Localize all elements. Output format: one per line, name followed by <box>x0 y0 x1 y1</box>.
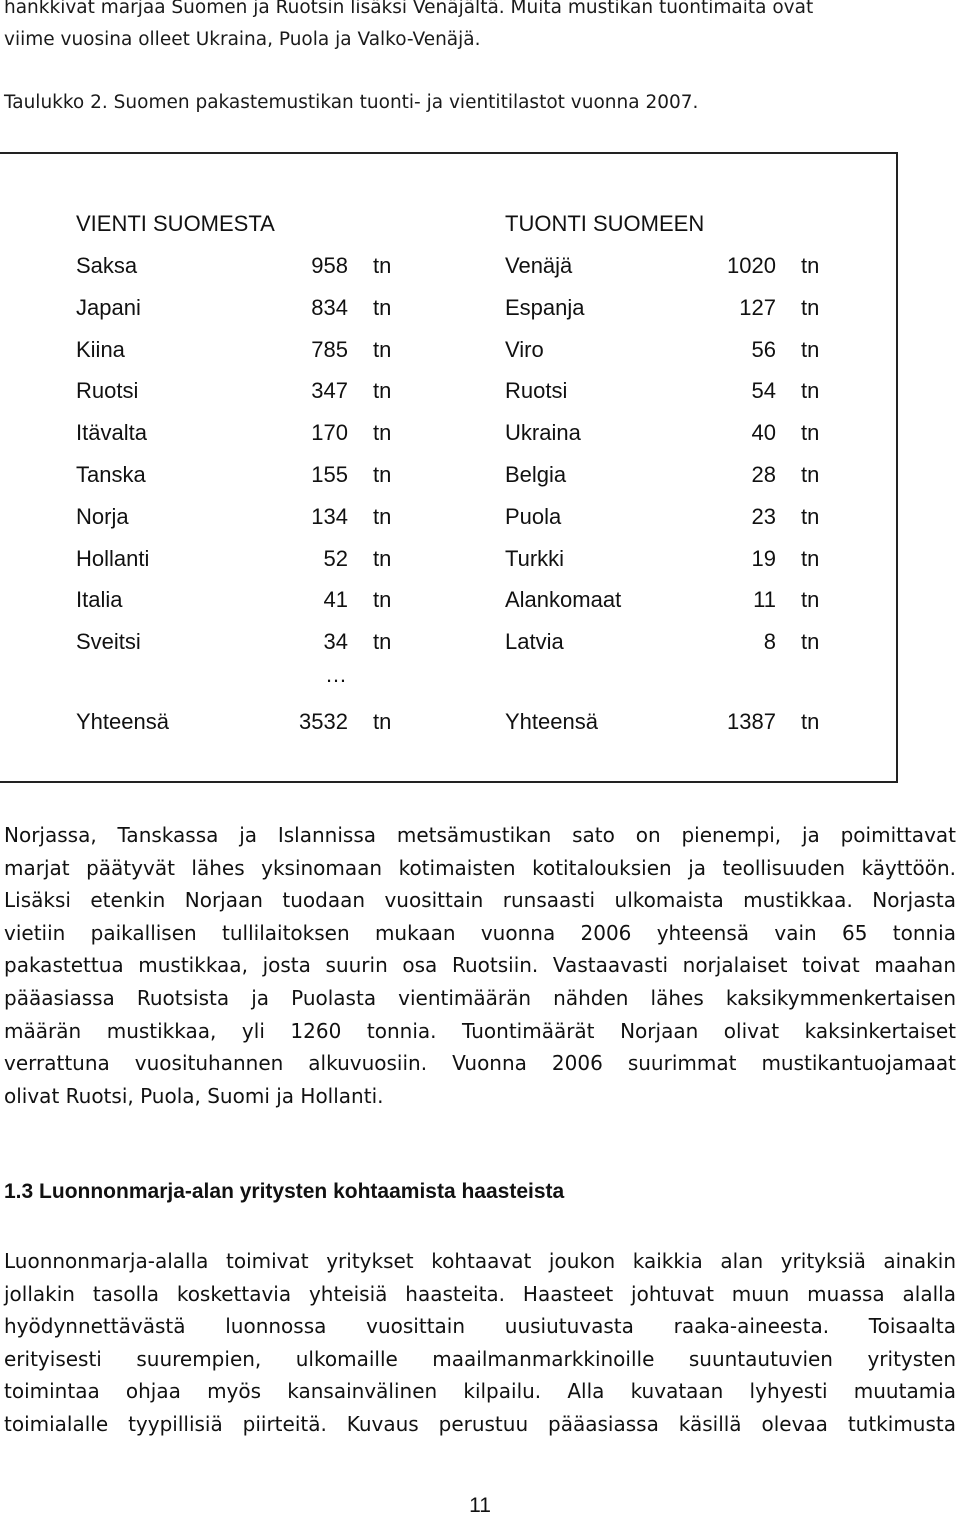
import-country: Puola <box>505 503 562 529</box>
paragraph-line: Luonnonmarja-alalla toimivat yritykset kohtaavat joukon kaikkia alan yrityksiä ainakin <box>4 1249 956 1273</box>
export-value: 41 <box>323 587 348 613</box>
export-unit: tn <box>373 462 392 487</box>
export-country: Ruotsi <box>76 378 139 404</box>
import-country: Ukraina <box>505 420 581 446</box>
import-unit: tn <box>801 336 820 362</box>
export-country: Norja <box>76 503 129 529</box>
import-value: 127 <box>739 294 776 320</box>
import-unit: tn <box>801 629 820 655</box>
export-value: 155 <box>311 462 348 487</box>
paragraph-line: pakastettua mustikkaa, josta suurin osa Ruotsiin. Vastaavasti norjalaiset toivat maahan <box>4 953 956 978</box>
paragraph-line: erityisesti suurempien, ulkomaille maailmanmarkkinoille suuntautuvien yritysten <box>4 1346 956 1371</box>
export-value: 347 <box>311 378 348 404</box>
import-unit: tn <box>801 462 820 487</box>
import-value: 11 <box>753 587 776 613</box>
export-country: Itävalta <box>76 420 147 446</box>
import-country: Venäjä <box>505 253 573 278</box>
export-unit: tn <box>373 378 392 404</box>
import-unit: tn <box>801 253 820 278</box>
export-country: Sveitsi <box>76 629 141 655</box>
section-number: 1.3 <box>4 1180 34 1203</box>
paragraph-line: Norjassa, Tanskassa ja Islannissa metsämustikan sato on pienempi, ja poimittavat <box>4 823 956 847</box>
export-heading: VIENTI SUOMESTA <box>76 211 275 236</box>
import-country: Viro <box>505 336 544 362</box>
export-country: Italia <box>76 587 123 613</box>
import-unit: tn <box>801 587 820 613</box>
paragraph-line: Lisäksi etenkin Norjaan tuodaan vuosittain runsaasti ulkomaista mustikkaa. Norjasta <box>4 888 956 913</box>
export-value: 134 <box>311 503 348 529</box>
export-country: Hollanti <box>76 545 150 571</box>
export-unit: tn <box>373 420 392 446</box>
export-value: 170 <box>311 420 348 446</box>
import-value: 56 <box>751 336 776 362</box>
import-unit: tn <box>801 545 820 571</box>
export-unit: tn <box>373 503 392 529</box>
import-unit: tn <box>801 503 820 529</box>
paragraph-section <box>4 1245 956 1441</box>
import-unit: tn <box>801 378 820 404</box>
paragraph-line: vietiin paikallisen tullilaitoksen mukaan vuonna 2006 yhteensä vain 65 tonnia <box>4 920 956 945</box>
import-unit: tn <box>801 294 820 320</box>
export-country: Kiina <box>76 336 125 362</box>
export-ellipsis: … <box>325 662 347 687</box>
export-value: 834 <box>311 294 348 320</box>
export-unit: tn <box>373 545 392 571</box>
export-country: Japani <box>76 294 141 320</box>
import-value: 8 <box>763 629 776 655</box>
import-country: Espanja <box>505 294 585 320</box>
import-country: Turkki <box>505 545 565 571</box>
import-country: Ruotsi <box>505 378 568 404</box>
export-total-label: Yhteensä <box>76 708 169 734</box>
paragraph-line: verrattuna vuosituhannen alkuvuosiin. Vuonna 2006 suurimmat mustikantuojamaat <box>4 1051 956 1076</box>
import-heading: TUONTI SUOMEEN <box>505 211 705 236</box>
import-value: 19 <box>751 545 776 571</box>
export-value: 34 <box>323 629 348 655</box>
export-unit: tn <box>373 294 392 320</box>
export-total-value: 3532 <box>299 708 348 734</box>
intro-line: viime vuosina olleet Ukraina, Puola ja Valko-Venäjä. <box>4 29 481 50</box>
section-heading <box>4 1180 564 1204</box>
paragraph-line: hyödynnettävästä luonnossa vuosittain uusiutuvasta raaka-aineesta. Toisaalta <box>4 1314 956 1339</box>
import-value: 54 <box>751 378 776 404</box>
import-value: 40 <box>751 420 776 446</box>
export-unit: tn <box>373 629 392 655</box>
export-unit: tn <box>373 336 392 362</box>
import-unit: tn <box>801 420 820 446</box>
export-total-unit: tn <box>373 708 392 734</box>
export-country: Saksa <box>76 253 138 278</box>
export-unit: tn <box>373 587 392 613</box>
export-value: 958 <box>311 253 348 278</box>
export-value: 785 <box>311 336 348 362</box>
import-country: Latvia <box>505 629 564 655</box>
section-title: Luonnonmarja-alan yritysten kohtaamista haasteista <box>39 1180 565 1203</box>
import-value: 23 <box>751 503 776 529</box>
paragraph-line: pääasiassa Ruotsista ja Puolasta vientimäärän nähden lähes kaksikymmenkertaisen <box>4 985 956 1010</box>
import-country: Alankomaat <box>505 587 622 613</box>
paragraph-norway <box>4 819 956 1112</box>
import-total-label: Yhteensä <box>505 708 598 734</box>
export-unit: tn <box>373 253 392 278</box>
import-value: 28 <box>751 462 776 487</box>
paragraph-line: määrän mustikkaa, yli 1260 tonnia. Tuontimäärät Norjaan olivat kaksinkertaiset <box>4 1018 956 1043</box>
table-caption: Taulukko 2. Suomen pakastemustikan tuonti- ja vientitilastot vuonna 2007. <box>4 92 699 113</box>
intro-text <box>4 0 956 56</box>
export-value: 52 <box>323 545 348 571</box>
page-number: 11 <box>469 1494 491 1517</box>
intro-line: hankkivat marjaa Suomen ja Ruotsin lisäksi Venäjältä. Muita mustikan tuontimaita ovat <box>4 0 814 18</box>
export-country: Tanska <box>76 462 146 487</box>
paragraph-line: toimintaa ohjaa myös kansainvälinen kilpailu. Alla kuvataan lyhyesti muutamia <box>4 1379 956 1404</box>
import-total-unit: tn <box>801 708 820 734</box>
paragraph-line: jollakin tasolla koskettavia yhteisiä haasteita. Haasteet johtuvat muun muassa alalla <box>4 1281 956 1306</box>
paragraph-line: marjat päätyvät lähes yksinomaan kotimaisten kotitalouksien ja teollisuuden käyttöön. <box>4 855 956 880</box>
paragraph-line: olivat Ruotsi, Puola, Suomi ja Hollanti. <box>4 1083 384 1108</box>
import-total-value: 1387 <box>727 708 776 734</box>
paragraph-line: toimialalle tyypillisiä piirteitä. Kuvaus perustuu pääasiassa käsillä olevaa tutkimusta <box>4 1411 956 1436</box>
import-value: 1020 <box>727 253 776 278</box>
import-country: Belgia <box>505 462 567 487</box>
